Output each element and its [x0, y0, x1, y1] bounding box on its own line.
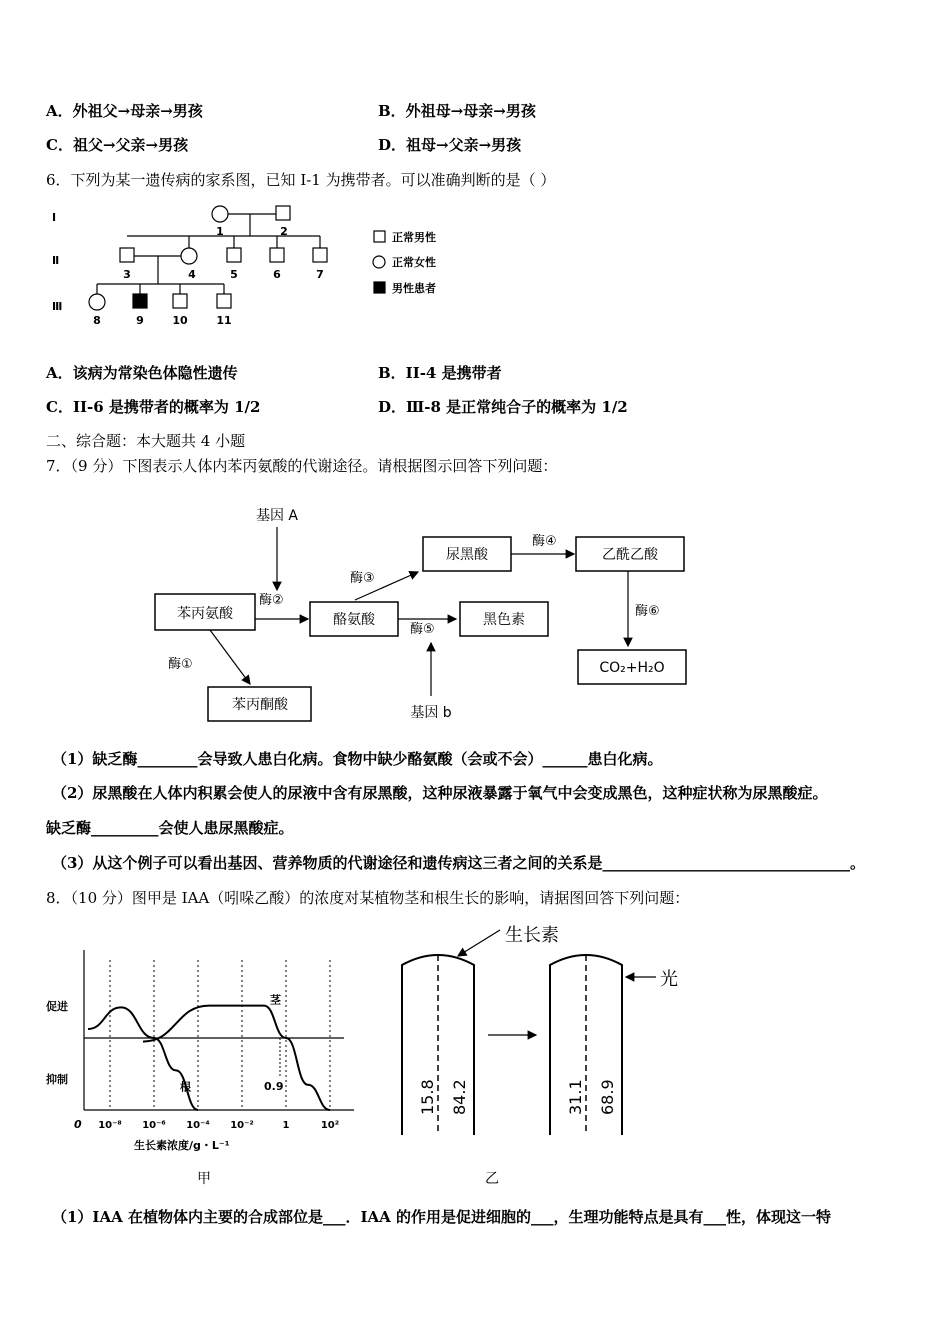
figure-yi-caption: 乙 [485, 1171, 499, 1187]
q5-option-c: C．祖父→父亲→男孩 [46, 136, 189, 154]
label-enzyme-4: 酶④ [532, 534, 557, 549]
value-shaded-side-after: 68.9 [598, 1079, 617, 1115]
person-number-3: 3 [123, 268, 131, 281]
q6-option-c: C．II-6 是携带者的概率为 1/2 [46, 398, 261, 416]
figure-jia-caption: 甲 [197, 1171, 211, 1187]
label-enzyme-6: 酶⑥ [635, 604, 660, 619]
label-melanin: 黑色素 [483, 612, 525, 628]
q5-option-a: A．外祖父→母亲→男孩 [46, 102, 203, 120]
label-tyrosine: 酪氨酸 [333, 612, 375, 628]
arrow-phe-phenylpyruvate [210, 630, 250, 684]
q5-option-b: B．外祖母→母亲→男孩 [378, 102, 536, 120]
legend-normal-female: 正常女性 [392, 256, 436, 269]
x-tick-label: 10⁻⁶ [142, 1120, 166, 1131]
person-iii8-female [89, 294, 105, 310]
legend-normal-male-icon [374, 231, 385, 242]
q7-sub2-a: （2）尿黑酸在人体内积累会使人的尿液中含有尿黑酸，这种尿液暴露于氧气中会变成黑色，这种症状称为尿黑酸症。 [52, 784, 828, 802]
figure-yi-coleoptile [380, 915, 710, 1195]
person-ii3-male [120, 248, 134, 262]
value-lit-side-after: 31.1 [566, 1079, 585, 1115]
q7-sub1: （1）缺乏酶________会导致人患白化病。食物中缺少酪氨酸（会或不会）______患白化病。 [52, 750, 663, 768]
q6-option-d: D．Ⅲ-8 是正常纯合子的概率为 1/2 [378, 398, 628, 416]
q6-option-a: A．该病为常染色体隐性遗传 [46, 364, 238, 382]
x-axis-label: 生长素浓度/g・L⁻¹ [134, 1139, 230, 1152]
series-label-root: 根 [180, 1080, 191, 1094]
person-number-9: 9 [136, 314, 144, 327]
label-gene-b: 基因 b [410, 705, 452, 721]
person-number-8: 8 [93, 314, 101, 327]
label-auxin: 生长素 [505, 925, 559, 946]
gen-label-3: Ⅲ [52, 300, 63, 313]
q7-sub3: （3）从这个例子可以看出基因、营养物质的代谢途径和遗传病这三者之间的关系是_________________________________。 [52, 854, 865, 872]
x-tick-label: 1 [282, 1120, 290, 1131]
person-number-2: 2 [280, 225, 288, 238]
pedigree-chart [44, 196, 474, 336]
label-acetoacetate: 乙酰乙酸 [602, 547, 658, 563]
label-enzyme-1: 酶① [168, 657, 193, 672]
x-tick-label: 10⁻⁸ [98, 1120, 122, 1131]
x-tick-0: 0 [74, 1118, 82, 1131]
figure-jia-auxin-chart [44, 950, 364, 1195]
metabolic-pathway-diagram [150, 500, 695, 725]
value-left-shaded-before: 15.8 [418, 1079, 437, 1115]
q7-sub2-b: 缺乏酶_________会使人患尿黑酸症。 [46, 819, 294, 837]
legend-normal-male: 正常男性 [392, 231, 436, 244]
legend-affected-male-icon [374, 282, 385, 293]
person-ii7-male [313, 248, 327, 262]
person-number-1: 1 [216, 225, 224, 238]
person-number-5: 5 [230, 268, 238, 281]
person-number-10: 10 [172, 314, 188, 327]
person-number-6: 6 [273, 268, 281, 281]
legend-normal-female-icon [373, 256, 385, 268]
section-title: 二、综合题：本大题共 4 小题 [46, 432, 246, 450]
arrow-auxin-pointer [458, 930, 500, 956]
q7-stem: 7．（9 分）下图表示人体内苯丙氨酸的代谢途径。请根据图示回答下列问题： [46, 457, 558, 475]
series-root-curve [88, 1007, 198, 1110]
label-enzyme-2: 酶② [259, 593, 284, 608]
series-stem-curve [143, 1006, 330, 1110]
gen-label-2: Ⅱ [52, 254, 60, 267]
series-label-stem: 茎 [270, 993, 281, 1007]
person-number-11: 11 [216, 314, 232, 327]
annotation-0-9: 0.9 [264, 1080, 284, 1093]
person-ii4-female [181, 248, 197, 264]
person-ii6-male [270, 248, 284, 262]
label-enzyme-5: 酶⑤ [410, 622, 435, 637]
label-co2-h2o: CO₂+H₂O [599, 660, 665, 676]
x-tick-label: 10⁻⁴ [186, 1120, 210, 1131]
label-phenylalanine: 苯丙氨酸 [177, 606, 233, 622]
legend-affected-male: 男性患者 [392, 282, 436, 295]
label-enzyme-3: 酶③ [350, 571, 375, 586]
label-gene-a: 基因 A [255, 508, 299, 524]
y-category-promote: 促进 [46, 1000, 68, 1013]
label-homogentisic-acid: 尿黑酸 [446, 547, 488, 563]
person-i1-female [212, 206, 228, 222]
q8-stem: 8．（10 分）图甲是 IAA（吲哚乙酸）的浓度对某植物茎和根生长的影响，请据图回答下列问题： [46, 889, 690, 907]
q6-option-b: B．II-4 是携带者 [378, 364, 502, 382]
label-phenylpyruvate: 苯丙酮酸 [232, 697, 288, 713]
value-right-before: 84.2 [450, 1079, 469, 1115]
person-iii11-male [217, 294, 231, 308]
gen-label-1: Ⅰ [52, 211, 57, 224]
x-tick-label: 10² [320, 1120, 340, 1131]
person-iii10-male [173, 294, 187, 308]
person-iii9-affected-male [133, 294, 147, 308]
q6-stem: 6．下列为某一遗传病的家系图，已知 I-1 为携带者。可以准确判断的是（ ） [46, 171, 556, 189]
q8-sub1: （1）IAA 在植物体内主要的合成部位是___．IAA 的作用是促进细胞的___，生理功能特点是具有___性，体现这一特 [52, 1208, 831, 1226]
person-number-7: 7 [316, 268, 324, 281]
q5-option-d: D．祖母→父亲→男孩 [378, 136, 522, 154]
person-ii5-male [227, 248, 241, 262]
y-category-inhibit: 抑制 [46, 1073, 68, 1086]
person-i2-male [276, 206, 290, 220]
x-tick-label: 10⁻² [230, 1120, 254, 1131]
label-light: 光 [660, 969, 678, 990]
person-number-4: 4 [188, 268, 196, 281]
